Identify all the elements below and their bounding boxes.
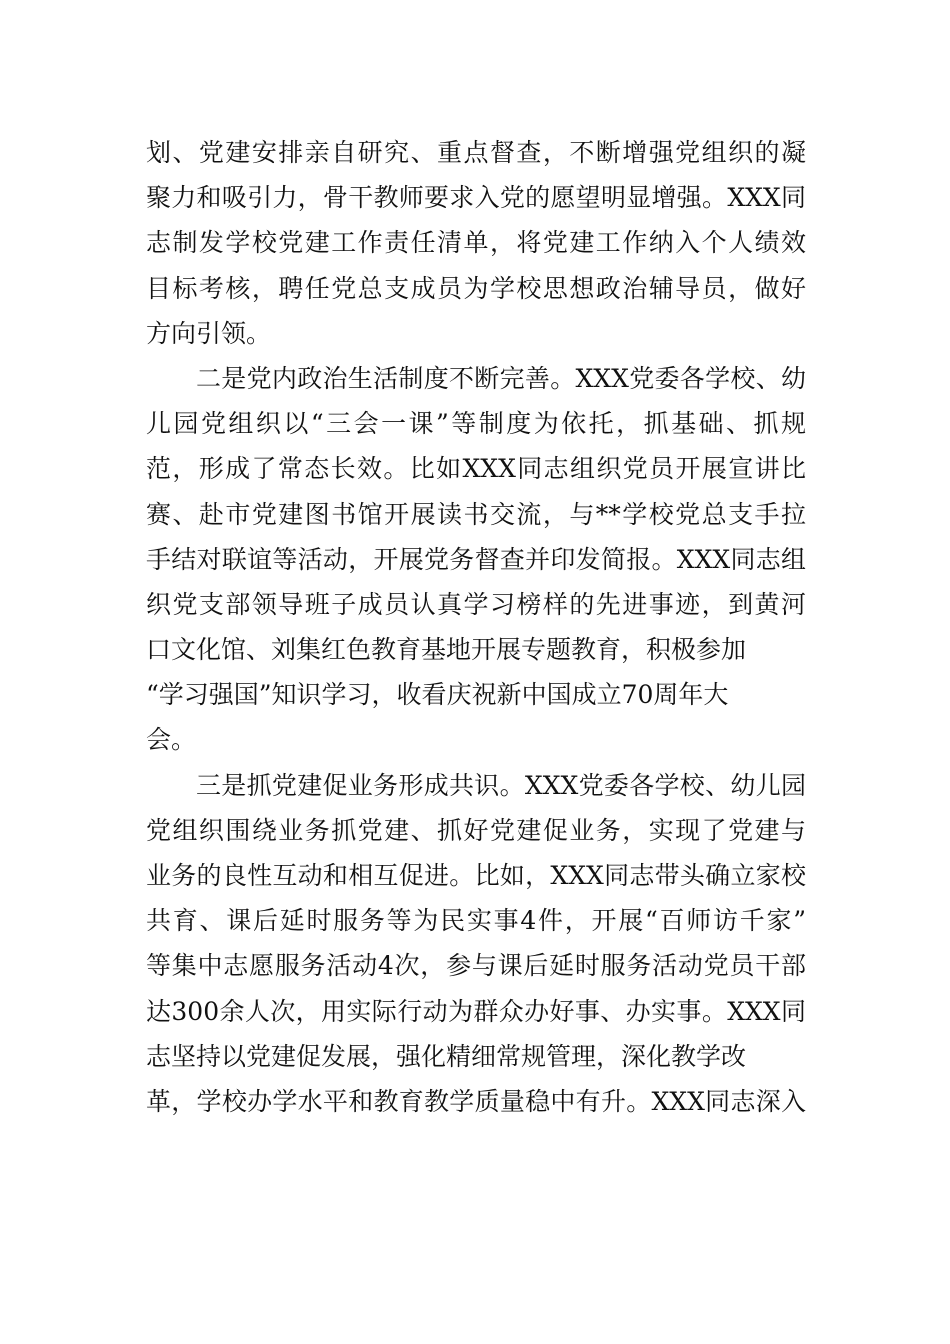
text-line: 织党支部领导班子成员认真学习榜样的先进事迹，到黄河 bbox=[146, 589, 806, 619]
paragraph-start-line: 二是党内政治生活制度不断完善。XXX党委各学校、幼 bbox=[196, 363, 806, 393]
text-line: 业务的良性互动和相互促进。比如，XXX同志带头确立家校 bbox=[146, 861, 806, 890]
text-line: 等集中志愿服务活动4次，参与课后延时服务活动党员干部 bbox=[146, 951, 806, 981]
text-line: “学习强国”知识学习，收看庆祝新中国成立70周年大 bbox=[146, 680, 729, 710]
text-line: 划、党建安排亲自研究、重点督查，不断增强党组织的凝 bbox=[146, 138, 806, 167]
text-line: 共育、课后延时服务等为民实事4件，开展“百师访千家” bbox=[146, 906, 806, 936]
text-line: 目标考核，聘任党总支成员为学校思想政治辅导员，做好 bbox=[146, 273, 806, 303]
text-line: 方向引领。 bbox=[146, 318, 272, 348]
text-line: 聚力和吸引力，骨干教师要求入党的愿望明显增强。XXX同 bbox=[146, 183, 806, 213]
text-line: 党组织围绕业务抓党建、抓好党建促业务，实现了党建与 bbox=[146, 815, 806, 845]
text-line: 志制发学校党建工作责任清单，将党建工作纳入个人绩效 bbox=[146, 228, 806, 258]
text-line: 达300余人次，用实际行动为群众办好事、办实事。XXX同 bbox=[146, 996, 806, 1026]
text-line: 革，学校办学水平和教育教学质量稳中有升。XXX同志深入 bbox=[146, 1086, 806, 1116]
text-line: 志坚持以党建促发展，强化精细常规管理，深化教学改 bbox=[146, 1041, 747, 1071]
text-line: 会。 bbox=[146, 725, 197, 755]
text-line: 儿园党组织以“三会一课”等制度为依托，抓基础、抓规 bbox=[146, 409, 806, 439]
body-text bbox=[146, 130, 806, 1124]
text-line: 赛、赴市党建图书馆开展读书交流，与**学校党总支手拉 bbox=[146, 499, 806, 529]
text-line: 范，形成了常态长效。比如XXX同志组织党员开展宣讲比 bbox=[146, 454, 806, 484]
paragraph-start-line: 三是抓党建促业务形成共识。XXX党委各学校、幼儿园 bbox=[196, 770, 806, 800]
text-line: 手结对联谊等活动，开展党务督查并印发简报。XXX同志组 bbox=[146, 544, 806, 574]
text-line: 口文化馆、刘集红色教育基地开展专题教育，积极参加 bbox=[146, 635, 747, 665]
